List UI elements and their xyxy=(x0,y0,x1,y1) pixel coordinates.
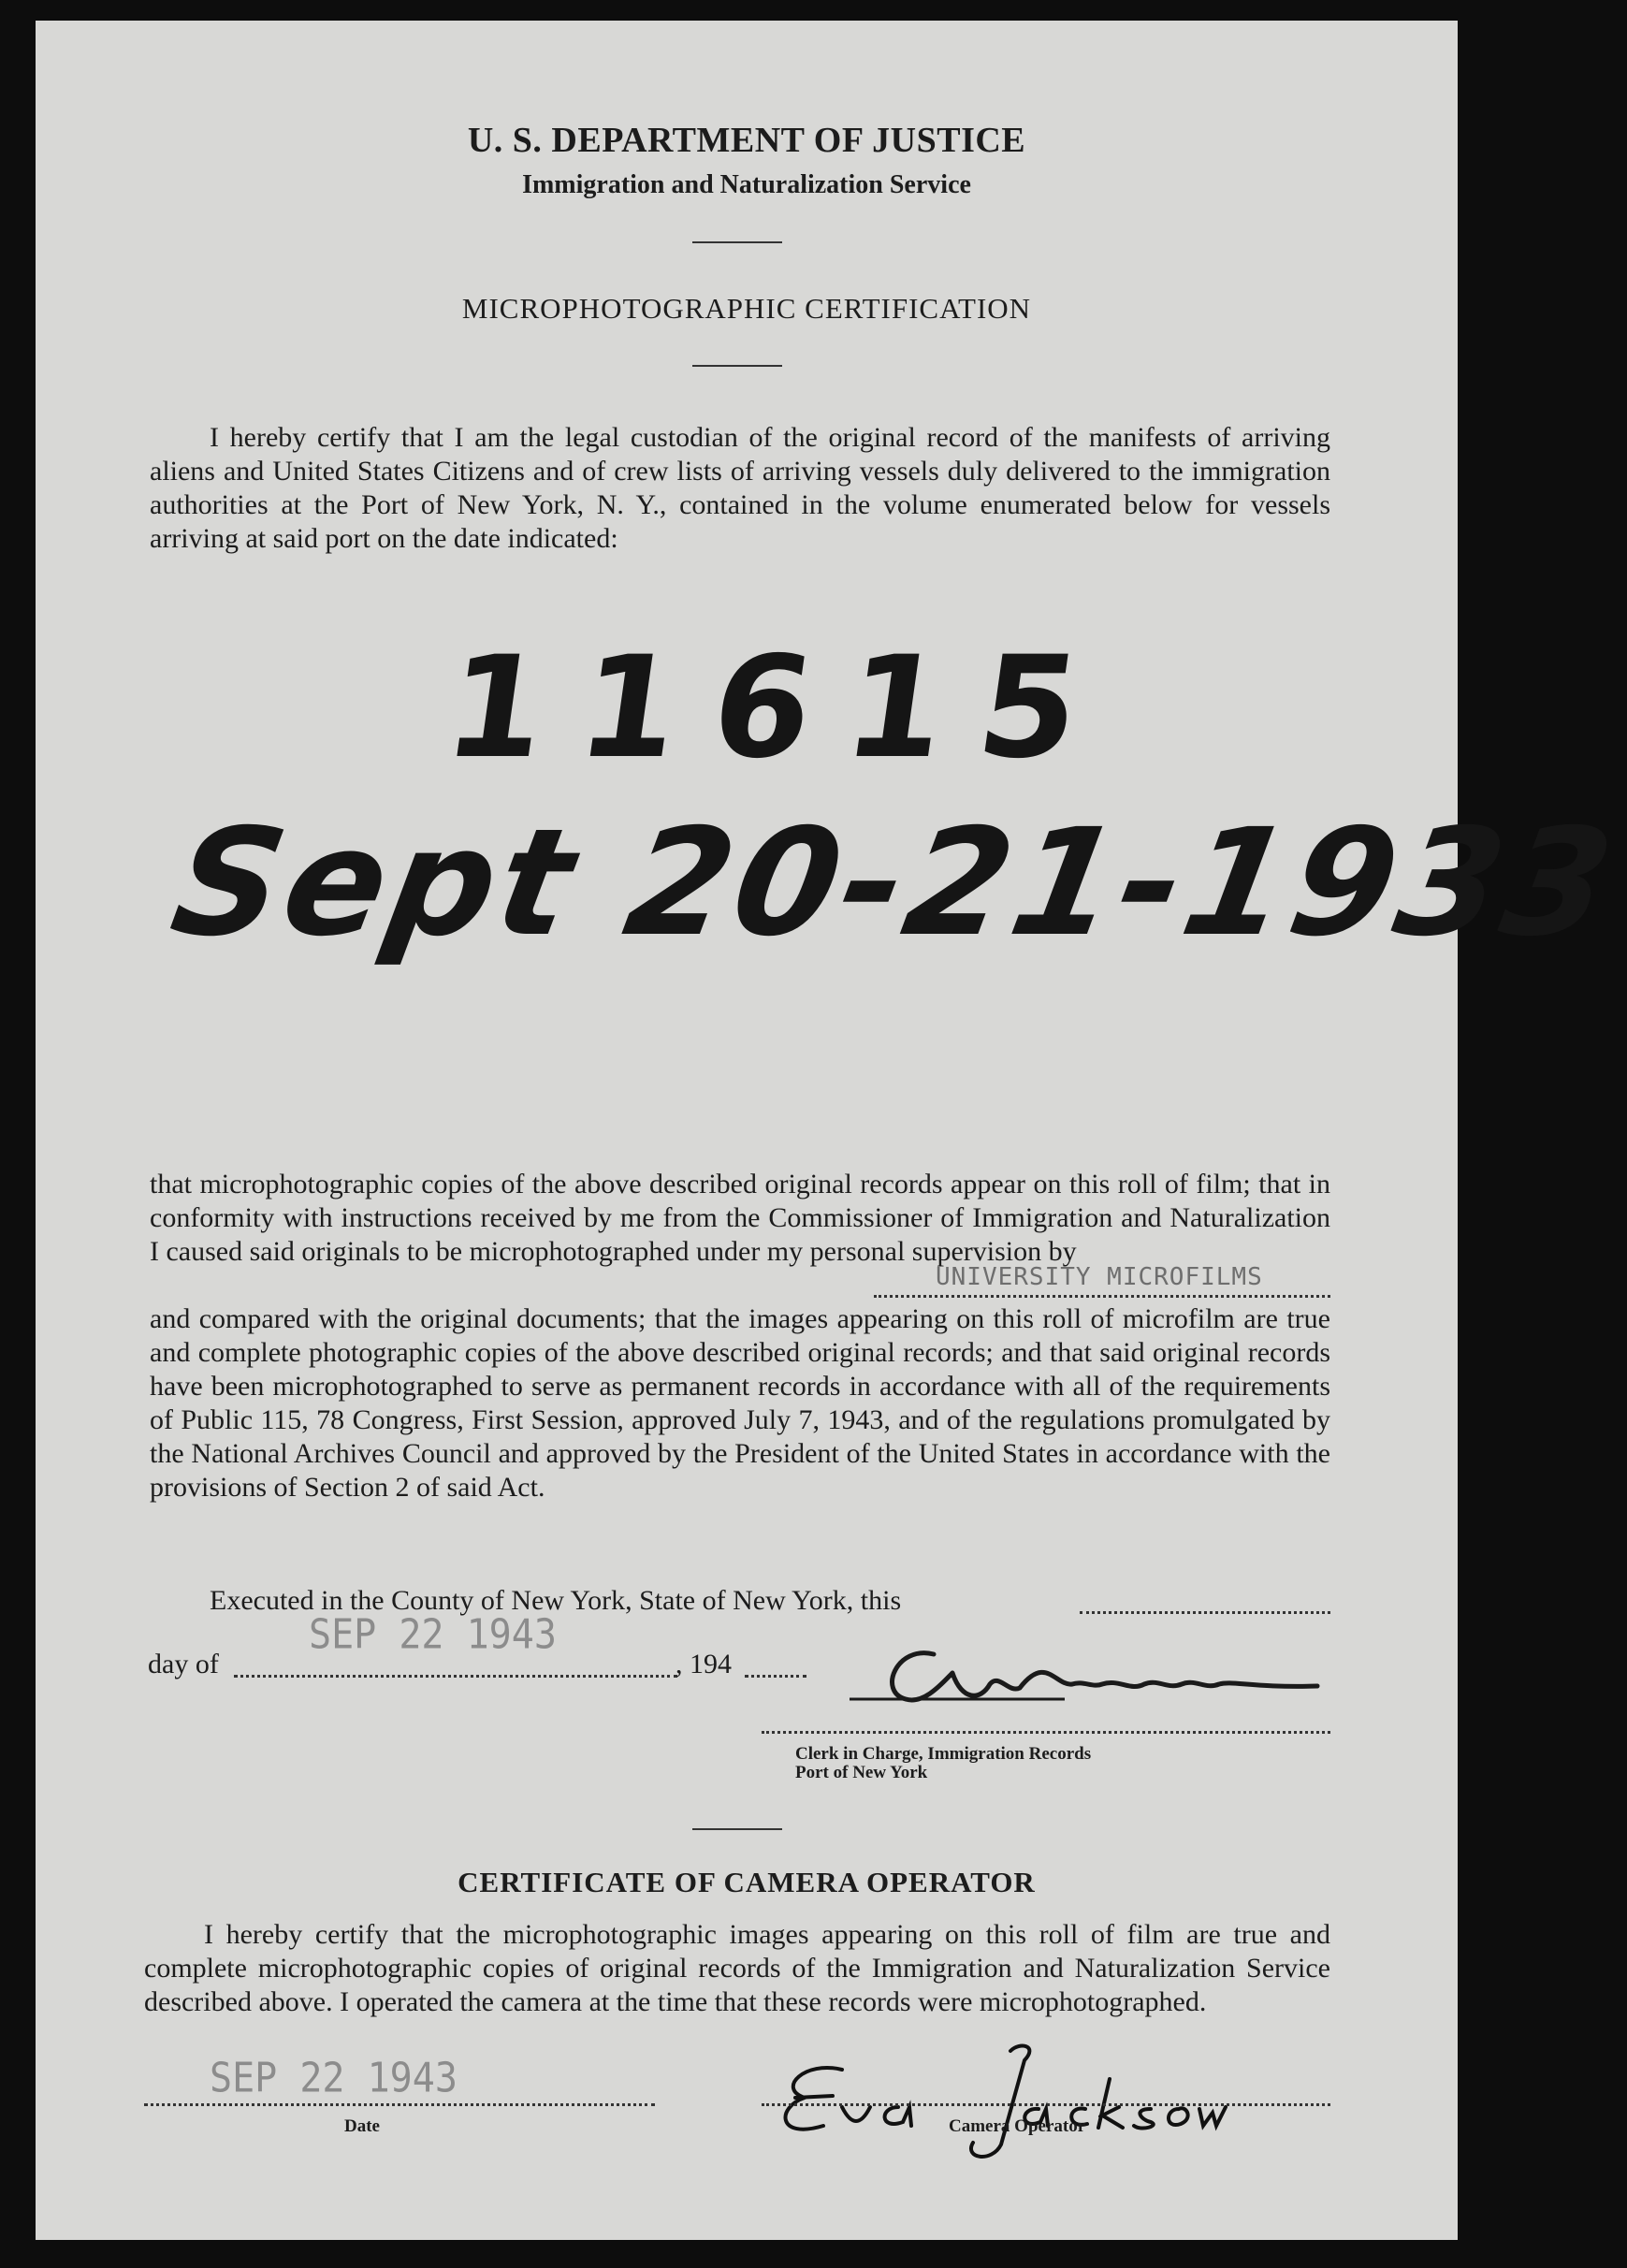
handwritten-date: Sept 20-21-1933 xyxy=(160,797,1627,969)
department-title: U. S. DEPARTMENT OF JUSTICE xyxy=(467,121,1026,160)
date-label: Date xyxy=(344,2116,380,2136)
clerk-title-line1: Clerk in Charge, Immigration Records xyxy=(795,1744,1092,1764)
clerk-signature-dotted-line xyxy=(762,1731,1330,1734)
supervision-dotted-line xyxy=(874,1295,1330,1298)
year-dotted-line xyxy=(745,1675,806,1678)
clerk-title-line2: Port of New York xyxy=(795,1763,928,1782)
executed-line: Executed in the County of New York, State of New York, this xyxy=(210,1585,902,1616)
day-of-label: day of xyxy=(148,1649,219,1679)
copies-statement-part2: and compared with the original documents; that the images appearing on this roll of microfilm are true and complete photographic copies of the above described original records; and that said original records have been microphotographed to serve as permanent records in accordance with all of the requirements of Public 115, 78 Congress, First Session, approved July 7, 1943, and of the regulations promulgated by the National Archives Council and approved by the President of the United States in accordance with the provisions of Section 2 of said Act. xyxy=(150,1303,1330,1503)
execution-date-stamp: SEP 22 1943 xyxy=(309,1610,557,1659)
date-dotted-line xyxy=(144,2103,655,2106)
clerk-signature xyxy=(821,1626,1327,1738)
camera-operator-signature xyxy=(739,2032,1226,2163)
certificate-sheet xyxy=(36,21,1627,2240)
divider xyxy=(692,241,782,243)
year-label: , 194 xyxy=(675,1649,732,1679)
copies-statement-part1: that microphotographic copies of the above described original records appear on this roll of film; that in conformity with instructions received by me from the Commissioner of Immigration and Naturalization I caused said originals to be microphotographed under my personal supervision by xyxy=(150,1169,1330,1267)
service-subtitle: Immigration and Naturalization Service xyxy=(522,170,971,199)
operator-signature-dotted-line xyxy=(762,2103,1330,2106)
microfilm-org-stamp: UNIVERSITY MICROFILMS xyxy=(936,1263,1263,1291)
custodian-statement: I hereby certify that I am the legal custodian of the original record of the manifests of arriving aliens and United States Citizens and of crew lists of arriving vessels duly delivered to the immigration authorities at the Port of New York, N. Y., contained in the volume enumerated below for vessels arriving at said port on the date indicated: xyxy=(150,422,1330,554)
day-dotted-line xyxy=(234,1675,677,1678)
camera-operator-statement: I hereby certify that the microphotographic images appearing on this roll of film are true and complete microphotographic copies of original records of the Immigration and Naturalization Service described above. I operated the camera at the time that these records were microphotographed. xyxy=(144,1919,1330,2017)
divider xyxy=(692,365,782,367)
divider xyxy=(692,1828,782,1830)
camera-date-stamp: SEP 22 1943 xyxy=(210,2054,458,2102)
camera-operator-label: Camera Operator xyxy=(949,2116,1086,2136)
camera-operator-heading: CERTIFICATE OF CAMERA OPERATOR xyxy=(458,1866,1036,1898)
executed-dotted-line xyxy=(1080,1611,1330,1614)
certification-title: MICROPHOTOGRAPHIC CERTIFICATION xyxy=(461,292,1032,325)
handwritten-volume-number: 11615 xyxy=(435,627,1126,790)
